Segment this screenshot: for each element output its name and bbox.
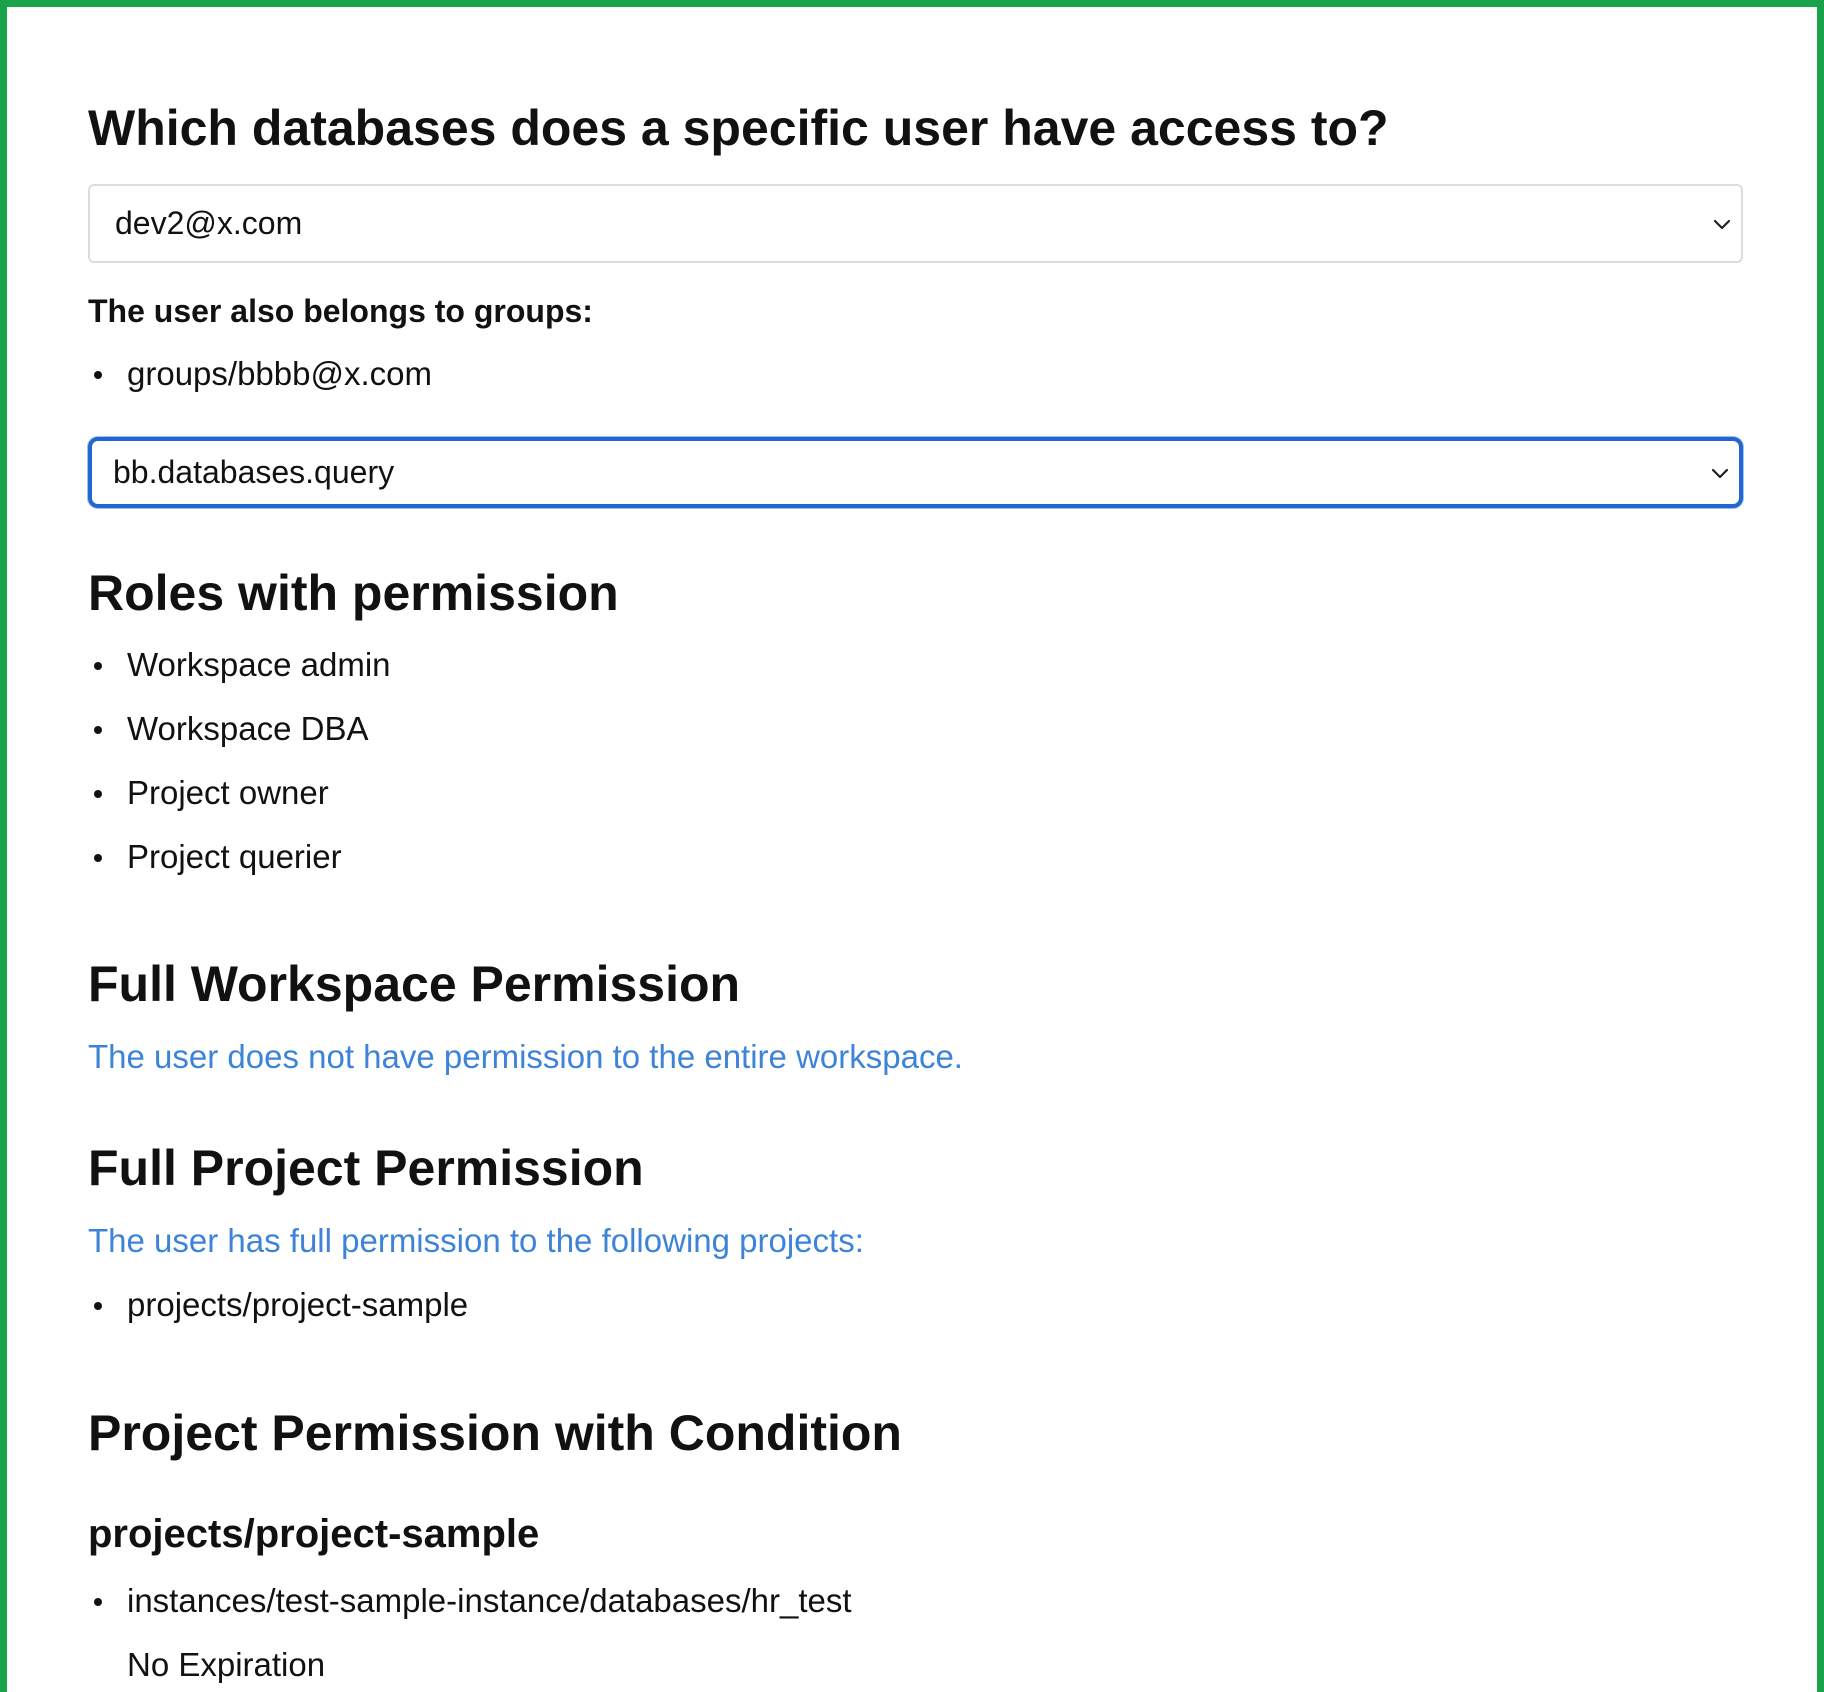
list-item: Project owner bbox=[88, 761, 391, 825]
chevron-down-icon bbox=[1711, 213, 1733, 235]
list-item: Workspace admin bbox=[88, 633, 391, 697]
user-select[interactable] bbox=[88, 184, 1743, 263]
conditional-database-list bbox=[88, 1569, 852, 1633]
list-item: groups/bbbb@x.com bbox=[88, 342, 432, 406]
page-title: Which databases does a specific user have access to? bbox=[88, 100, 1389, 156]
project-permission-message: The user has full permission to the following projects: bbox=[88, 1222, 864, 1259]
groups-label: The user also belongs to groups: bbox=[88, 293, 593, 329]
roles-list bbox=[88, 633, 391, 889]
list-item: instances/test-sample-instance/databases/hr_test bbox=[88, 1569, 852, 1633]
project-permission-heading: Full Project Permission bbox=[88, 1140, 644, 1196]
permission-select-value: bb.databases.query bbox=[113, 454, 395, 490]
list-item: Project querier bbox=[88, 825, 391, 889]
chevron-down-icon bbox=[1709, 462, 1731, 484]
conditional-permission-heading: Project Permission with Condition bbox=[88, 1405, 902, 1461]
conditional-project-name: projects/project-sample bbox=[88, 1512, 540, 1556]
workspace-permission-message: The user does not have permission to the entire workspace. bbox=[88, 1038, 963, 1075]
roles-heading: Roles with permission bbox=[88, 565, 619, 621]
project-permission-list bbox=[88, 1273, 468, 1337]
workspace-permission-heading: Full Workspace Permission bbox=[88, 956, 741, 1012]
expiration-text: No Expiration bbox=[127, 1646, 326, 1683]
permission-select[interactable] bbox=[88, 437, 1743, 508]
list-item: Workspace DBA bbox=[88, 697, 391, 761]
user-select-value: dev2@x.com bbox=[115, 205, 303, 241]
groups-list bbox=[88, 342, 432, 406]
list-item: projects/project-sample bbox=[88, 1273, 468, 1337]
